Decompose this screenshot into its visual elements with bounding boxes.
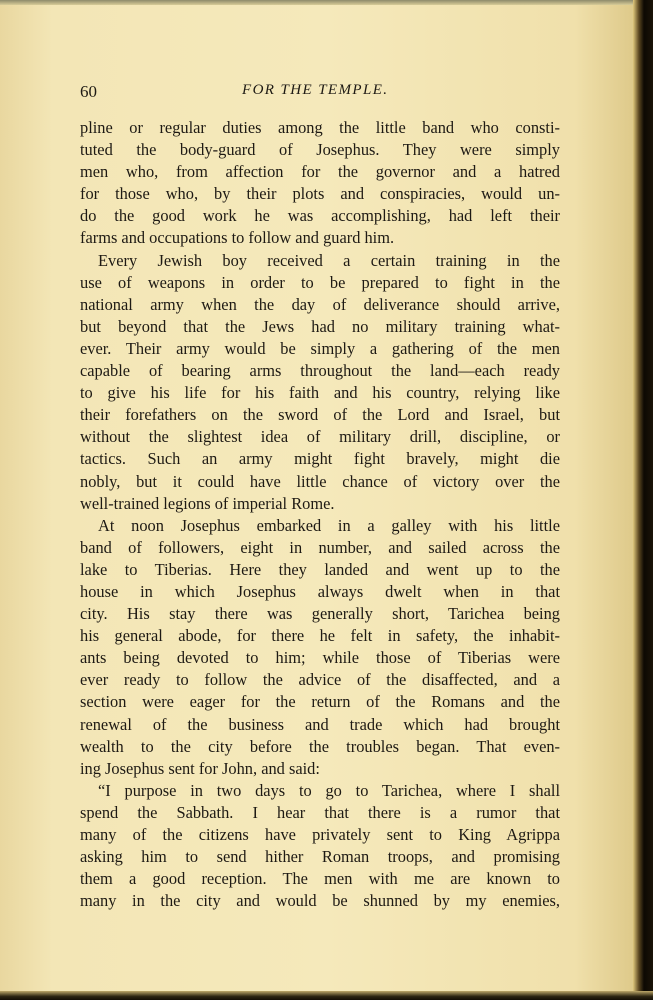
- text-line: do the good work he was accomplishing, had left their: [80, 206, 560, 226]
- text-line: capable of bearing arms throughout the land—each ready: [80, 361, 560, 381]
- text-line: well-trained legions of imperial Rome.: [80, 493, 335, 513]
- text-line: farms and occupations to follow and guard him.: [80, 228, 395, 248]
- text-line: pline or regular duties among the little band who consti-: [80, 118, 560, 137]
- text-line: Every Jewish boy received a certain training in the: [98, 250, 560, 270]
- text-line: section were eager for the return of the Romans and the: [80, 692, 560, 712]
- text-line: spend the Sabbath. I hear that there is a rumor that: [80, 802, 560, 822]
- text-line: but beyond that the Jews had no military training what-: [80, 316, 560, 336]
- text-line: lake to Tiberias. Here they landed and went up to the: [80, 559, 560, 579]
- page-header: [80, 82, 560, 104]
- text-line: many of the citizens have privately sent to King Agrippa: [80, 825, 560, 844]
- text-line: “I purpose in two days to go to Tarichea, where I shall: [98, 780, 560, 800]
- text-line: city. His stay there was generally short, Tarichea being: [80, 604, 560, 624]
- page-bottom-edge: [0, 991, 653, 1000]
- text-line: At noon Josephus embarked in a galley with his little: [98, 515, 560, 535]
- text-line: ever. Their army would be simply a gathering of the men: [80, 338, 560, 358]
- text-line: them a good reception. The men with me are known to: [80, 869, 560, 889]
- text-line: ants being devoted to him; while those of Tiberias were: [80, 648, 560, 668]
- text-line: renewal of the business and trade which had brought: [80, 714, 560, 734]
- text-line: ever ready to follow the advice of the disaffected, and a: [80, 670, 560, 690]
- body-text: [80, 117, 560, 912]
- text-line: his general abode, for there he felt in safety, the inhabit-: [80, 626, 560, 646]
- text-line: band of followers, eight in number, and sailed across the: [80, 537, 560, 557]
- text-line: to give his life for his faith and his country, relying like: [80, 383, 560, 403]
- text-line: house in which Josephus always dwelt when in that: [80, 581, 560, 601]
- text-line: their forefathers on the sword of the Lord and Israel, but: [80, 405, 560, 425]
- text-line: nobly, but it could have little chance of victory over the: [80, 471, 560, 491]
- page-number: 60: [80, 82, 97, 101]
- text-line: tuted the body-guard of Josephus. They were simply: [80, 140, 560, 160]
- text-line: without the slightest idea of military drill, discipline, or: [80, 427, 560, 447]
- book-spine-shadow: [633, 0, 653, 1000]
- running-head: FOR THE TEMPLE.: [242, 82, 389, 98]
- text-line: for those who, by their plots and conspiracies, would un-: [80, 184, 560, 204]
- text-line: asking him to send hither Roman troops, and promising: [80, 847, 560, 867]
- page-top-edge: [0, 0, 653, 5]
- text-line: ing Josephus sent for John, and said:: [80, 758, 320, 778]
- text-line: use of weapons in order to be prepared to fight in the: [80, 272, 560, 292]
- text-line: national army when the day of deliverance should arrive,: [80, 294, 560, 314]
- text-line: men who, from affection for the governor and a hatred: [80, 162, 560, 182]
- text-line: many in the city and would be shunned by my enemies,: [80, 891, 560, 911]
- text-line: tactics. Such an army might fight bravely, might die: [80, 449, 560, 469]
- text-line: wealth to the city before the troubles began. That even-: [80, 736, 560, 756]
